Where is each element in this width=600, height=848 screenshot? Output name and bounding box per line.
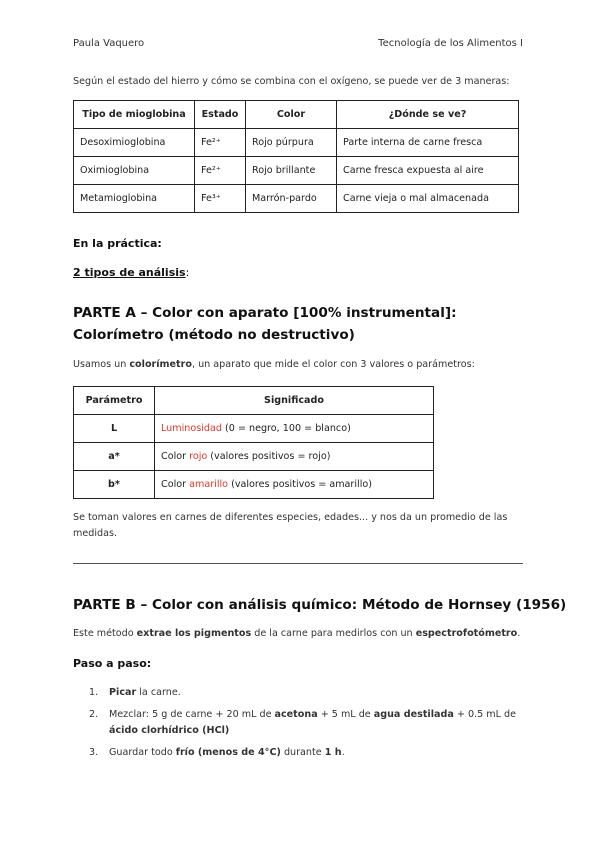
bold-text: frío (menos de 4°C) [175,747,281,758]
bold-text: acetona [274,709,318,720]
meaning-highlight: rojo [189,451,208,462]
text: . [517,628,521,639]
step-number: 3. [89,747,99,758]
table-cell: Rojo brillante [246,157,337,185]
table-cell: Fe²⁺ [195,157,246,185]
steps-list [73,685,523,761]
practice-title: En la práctica: [73,237,162,250]
table-cell: Oximioglobina [74,157,195,185]
table-cell: Desoximioglobina [74,129,195,157]
table-row [74,185,519,213]
bold-text: extrae los pigmentos [136,628,252,639]
colorimeter-table [73,386,434,499]
table-header-row [74,387,434,415]
intro-text: Según el estado del hierro y cómo se combina con el oxígeno, se puede ver de 3 maneras: [73,76,510,87]
text: durante [280,747,325,758]
analysis-types [73,266,189,279]
table-row [74,471,434,499]
step-number: 2. [89,709,99,720]
table-row [74,415,434,443]
part-b-title: PARTE B – Color con análisis químico: Método de Hornsey (1956) [73,597,567,613]
text: la carne. [136,687,181,698]
table-cell: Marrón-pardo [246,185,337,213]
col-header: Color [246,101,337,129]
list-item [73,707,523,739]
col-header: Estado [195,101,246,129]
meaning-pre: Color [161,451,190,462]
part-a-intro [73,357,475,373]
table-cell: Fe²⁺ [195,129,246,157]
col-header: ¿Dónde se ve? [337,101,519,129]
table-row [74,129,519,157]
steps-title: Paso a paso: [73,657,152,670]
table-cell: Parte interna de carne fresca [337,129,519,157]
table-row [74,443,434,471]
table-header-row [74,101,519,129]
list-item [73,745,523,761]
list-item [73,685,523,701]
text: de la carne para medirlos con un [251,628,416,639]
header-author: Paula Vaquero [73,38,145,49]
header-subject: Tecnología de los Alimentos I [378,38,523,49]
table-row [74,157,519,185]
text: Guardar todo [109,747,176,758]
bold-text: ácido clorhídrico (HCl) [109,725,230,736]
part-a-intro-post: , un aparato que mide el color con 3 valores o parámetros: [191,359,475,370]
analysis-types-colon: : [185,266,190,279]
text: Mezclar: 5 g de carne + 20 mL de [109,709,275,720]
col-header: Significado [155,387,434,415]
meaning-post: (0 = negro, 100 = blanco) [221,423,351,434]
step-number: 1. [89,687,99,698]
table-cell: Carne vieja o mal almacenada [337,185,519,213]
table-cell: Metamioglobina [74,185,195,213]
col-header: Tipo de mioglobina [74,101,195,129]
text: + 5 mL de [317,709,374,720]
table-cell: Fe³⁺ [195,185,246,213]
meaning-pre: Color [161,479,190,490]
text: + 0.5 mL de [453,709,516,720]
part-a-intro-bold: colorímetro [129,359,192,370]
part-a-intro-pre: Usamos un [73,359,130,370]
part-b-intro [73,626,520,642]
bold-text: Picar [109,687,137,698]
meaning-post: (valores positivos = amarillo) [228,479,372,490]
col-header: Parámetro [74,387,155,415]
analysis-types-text: 2 tipos de análisis [73,266,186,279]
text: Este método [73,628,137,639]
part-a-title: PARTE A – Color con aparato [100% instrumental]: Colorímetro (método no destructivo) [73,305,457,343]
bold-text: agua destilada [373,709,454,720]
part-a-note: Se toman valores en carnes de diferentes especies, edades... y nos da un promedio de las medidas. [73,512,508,539]
meaning-cell [155,471,434,499]
text: . [341,747,345,758]
meaning-cell [155,415,434,443]
meaning-highlight: amarillo [189,479,229,490]
table-cell: Rojo púrpura [246,129,337,157]
bold-text: espectrofotómetro [415,628,518,639]
table-cell: Carne fresca expuesta al aire [337,157,519,185]
bold-text: 1 h [324,747,342,758]
param-cell: L [74,415,155,443]
meaning-post: (valores positivos = rojo) [207,451,331,462]
param-cell: b* [74,471,155,499]
meaning-cell [155,443,434,471]
myoglobin-table [73,100,519,213]
section-divider [73,563,523,564]
param-cell: a* [74,443,155,471]
meaning-highlight: Luminosidad [161,423,222,434]
